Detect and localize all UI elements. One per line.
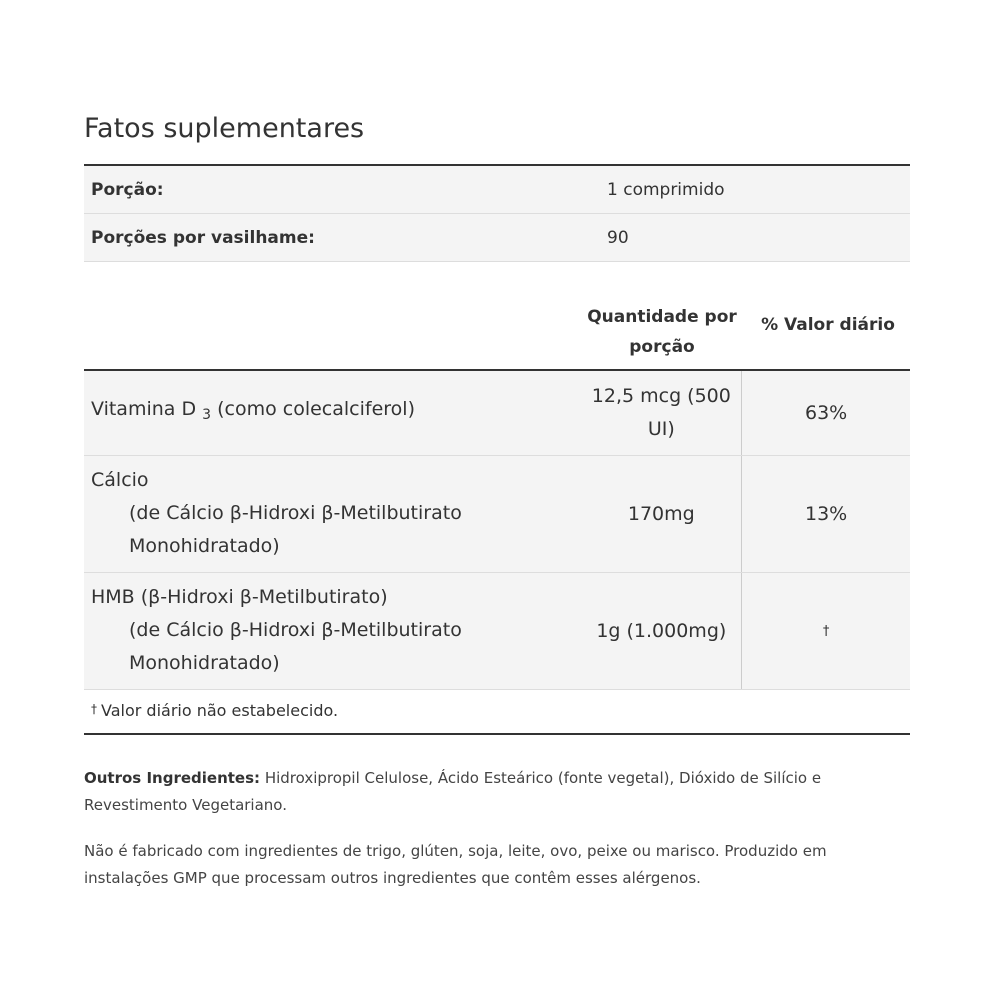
- nutrient-name-text: Vitamina D: [91, 398, 197, 420]
- nutrient-daily-value: 13%: [741, 456, 910, 572]
- nutrient-name: [84, 573, 581, 689]
- other-ingredients-line1: Hidroxipropil Celulose, Ácido Esteárico (fonte vegetal), Dióxido de Silício e: [264, 769, 822, 787]
- nutrient-amount: 1g (1.000mg): [596, 619, 727, 642]
- other-ingredients: [84, 765, 910, 819]
- other-ingredients-line2: Revestimento Vegetariano.: [84, 796, 287, 814]
- nutrient-name-detail: (como colecalciferol): [217, 398, 415, 420]
- nutrient-source-line1: (de Cálcio β-Hidroxi β-Metilbutirato: [129, 502, 462, 524]
- nutrient-source-line2: Monohidratado): [129, 652, 280, 674]
- nutrient-amount: 170mg: [627, 502, 695, 525]
- nutrient-table: [84, 369, 910, 690]
- amount-line1: 12,5 mcg (500: [591, 385, 731, 407]
- nutrient-amount: [581, 371, 741, 455]
- allergen-line1: Não é fabricado com ingredientes de trigo, glúten, soja, leite, ovo, peixe ou marisco. Produzido em: [84, 842, 827, 860]
- allergen-statement: [84, 838, 910, 892]
- dagger-symbol: †: [91, 702, 97, 716]
- amount-per-serving-header: [582, 302, 742, 362]
- serving-size-value: 1 comprimido: [607, 179, 725, 200]
- daily-value-header: % Valor diário: [761, 315, 895, 335]
- page-title: Fatos suplementares: [84, 113, 365, 144]
- table-row: [84, 456, 910, 573]
- servings-per-container-row: [84, 214, 910, 262]
- nutrient-subscript: 3: [202, 407, 212, 423]
- servings-per-container-value: 90: [607, 227, 629, 248]
- table-row: [84, 371, 910, 456]
- nutrient-name-text: HMB (β-Hidroxi β-Metilbutirato): [91, 586, 388, 608]
- nutrient-daily-value: 63%: [741, 371, 910, 455]
- serving-info-table: [84, 164, 910, 262]
- nutrient-daily-value: †: [741, 573, 910, 689]
- footnote-text: Valor diário não estabelecido.: [101, 701, 339, 720]
- nutrient-source-line2: Monohidratado): [129, 535, 280, 557]
- nutrient-name: [84, 371, 581, 455]
- nutrient-name: [84, 456, 581, 572]
- amount-line2: UI): [647, 418, 675, 440]
- nutrient-name-text: Cálcio: [91, 469, 149, 491]
- servings-per-container-label: Porções por vasilhame:: [91, 227, 315, 248]
- serving-size-row: [84, 166, 910, 214]
- serving-size-label: Porção:: [91, 179, 164, 200]
- amount-header-line1: Quantidade por: [587, 307, 737, 327]
- footnote: [84, 689, 910, 735]
- other-ingredients-label: Outros Ingredientes:: [84, 769, 261, 787]
- table-row: [84, 573, 910, 690]
- allergen-line2: instalações GMP que processam outros ingredientes que contêm esses alérgenos.: [84, 869, 701, 887]
- nutrient-table-header: [84, 290, 910, 369]
- amount-header-line2: porção: [629, 337, 695, 357]
- nutrient-source-line1: (de Cálcio β-Hidroxi β-Metilbutirato: [129, 619, 462, 641]
